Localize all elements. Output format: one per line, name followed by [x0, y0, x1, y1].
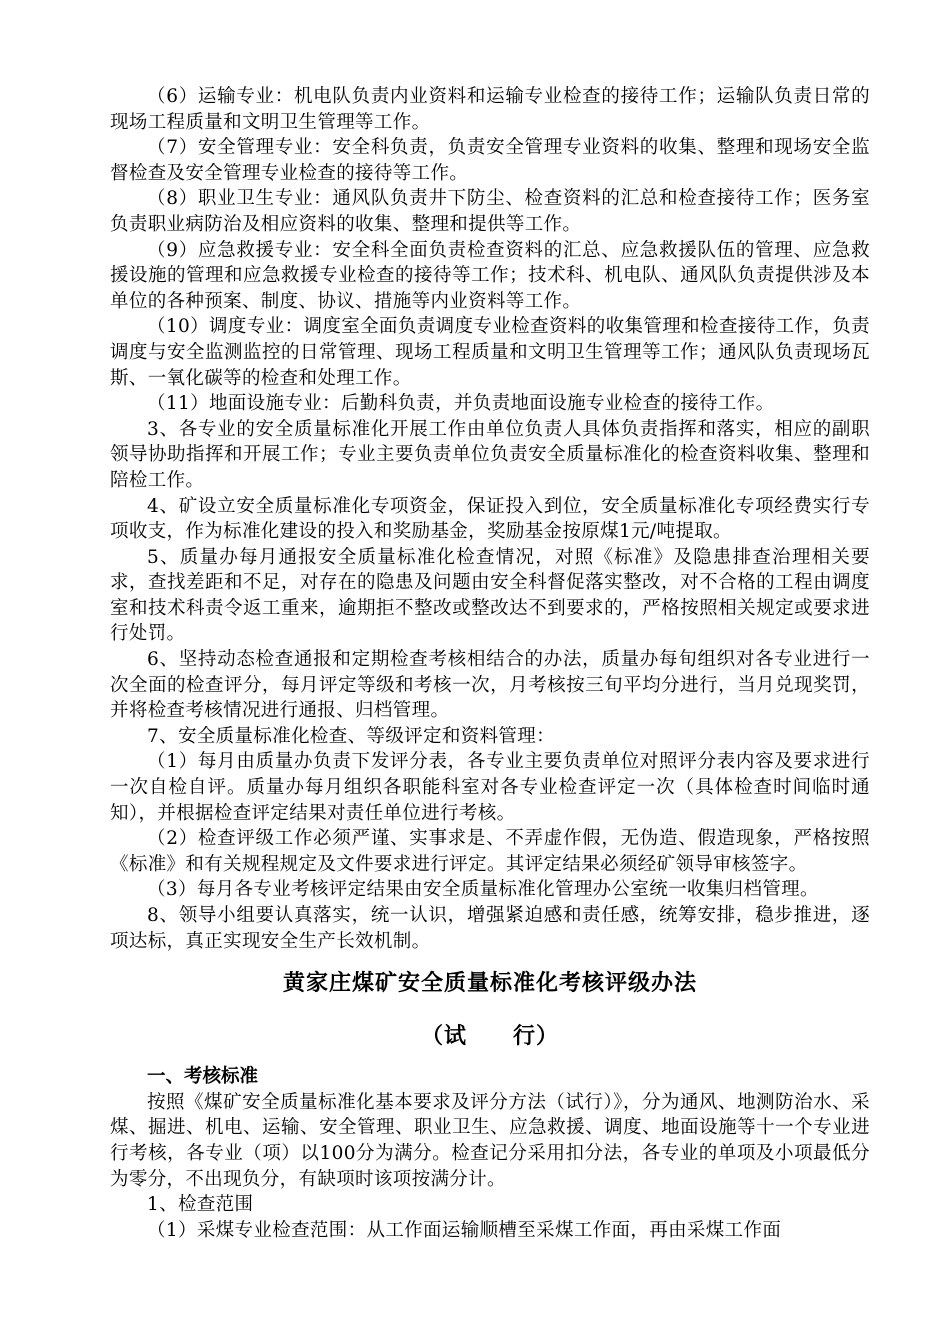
section-heading: 一、考核标准: [147, 1066, 259, 1088]
document-title: 黄家庄煤矿安全质量标准化考核评级办法: [282, 971, 697, 997]
paragraph-item-8: 8、领导小组要认真落实，统一认识，增强紧迫感和责任感，统筹安排，稳步推进，逐项达标，真正实现安全生产长效机制。: [110, 905, 870, 952]
body-bottom: [110, 1090, 870, 1244]
paragraph-item-6: 6、坚持动态检查通报和定期检查考核相结合的办法，质量办每旬组织对各专业进行一次全面的检查评分，每月评定等级和考核一次，月考核按三旬平均分进行，当月兑现奖罚，并将检查考核情况进行通报、归档管理。: [110, 649, 870, 722]
paragraph-occupational-health: （8）职业卫生专业：通风队负责井下防尘、检查资料的汇总和检查接待工作；医务室负责职业病防治及相应资料的收集、整理和提供等工作。: [110, 188, 870, 235]
paragraph-transport: （6）运输专业：机电队负责内业资料和运输专业检查的接待工作；运输队负责日常的现场工程质量和文明卫生管理等工作。: [110, 86, 870, 133]
paragraph-item-7-3: （3）每月各专业考核评定结果由安全质量标准化管理办公室统一收集归档管理。: [147, 879, 819, 901]
paragraph-item-4: 4、矿设立安全质量标准化专项资金，保证投入到位，安全质量标准化专项经费实行专项收支，作为标准化建设的投入和奖励基金，奖励基金按原煤1元/吨提取。: [110, 495, 870, 543]
paragraph-dispatch: （10）调度专业：调度室全面负责调度专业检查资料的收集管理和检查接待工作，负责调度与安全监测监控的日常管理、现场工程质量和文明卫生管理等工作；通风队负责现场瓦斯、一氧化碳等的检查和处理工作。: [110, 316, 870, 389]
paragraph-emergency-rescue: （9）应急救援专业：安全科全面负责检查资料的汇总、应急救援队伍的管理、应急救援设施的管理和应急救援专业检查的接待等工作；技术科、机电队、通风队负责提供涉及本单位的各种预案、制度、协议、措施等内业资料等工作。: [110, 239, 870, 312]
paragraph-item-5: 5、质量办每月通报安全质量标准化检查情况，对照《标准》及隐患排查治理相关要求，查找差距和不足，对存在的隐患及问题由安全科督促落实整改，对不合格的工程由调度室和技术科责令返工重来，逾期拒不整改或整改达不到要求的，严格按照相关规定或要求进行处罚。: [110, 546, 870, 645]
paragraph-item-7-1: （1）每月由质量办负责下发评分表，各专业主要负责单位对照评分表内容及要求进行一次自检自评。质量办每月组织各职能科室对各专业检查评定一次（具体检查时间临时通知），并根据检查评定结果对责任单位进行考核。: [110, 751, 870, 824]
paragraph-standard: 按照《煤矿安全质量标准化基本要求及评分方法（试行）》，分为通风、地测防治水、采煤、掘进、机电、运输、安全管理、职业卫生、应急救援、调度、地面设施等十一个专业进行考核，各专业（项）以100分为满分。检查记分采用扣分法，各专业的单项及小项最低分为零分，不出现负分，有缺项时该项按满分计。: [110, 1091, 870, 1190]
paragraph-scope-mining: （1）采煤专业检查范围：从工作面运输顺槽至采煤工作面，再由采煤工作面: [147, 1219, 782, 1241]
paragraph-item-7-2: （2）检查评级工作必须严谨、实事求是、不弄虚作假，无伪造、假造现象，严格按照《标准》和有关规程规定及文件要求进行评定。其评定结果必须经矿领导审核签字。: [110, 828, 870, 875]
document-subtitle: （试 行）: [420, 1024, 559, 1050]
paragraph-safety-management: （7）安全管理专业：安全科负责，负责安全管理专业资料的收集、整理和现场安全监督检查及安全管理专业检查的接待等工作。: [110, 137, 870, 184]
paragraph-item-7: 7、安全质量标准化检查、等级评定和资料管理：: [147, 725, 555, 747]
paragraph-scope-heading: 1、检查范围: [147, 1194, 254, 1216]
body-top: [110, 84, 870, 954]
paragraph-item-3: 3、各专业的安全质量标准化开展工作由单位负责人具体负责指挥和落实，相应的副职领导协助指挥和开展工作；专业主要负责单位负责安全质量标准化的检查资料收集、整理和陪检工作。: [110, 418, 870, 491]
paragraph-ground-facilities: （11）地面设施专业：后勤科负责，并负责地面设施专业检查的接待工作。: [147, 393, 775, 415]
